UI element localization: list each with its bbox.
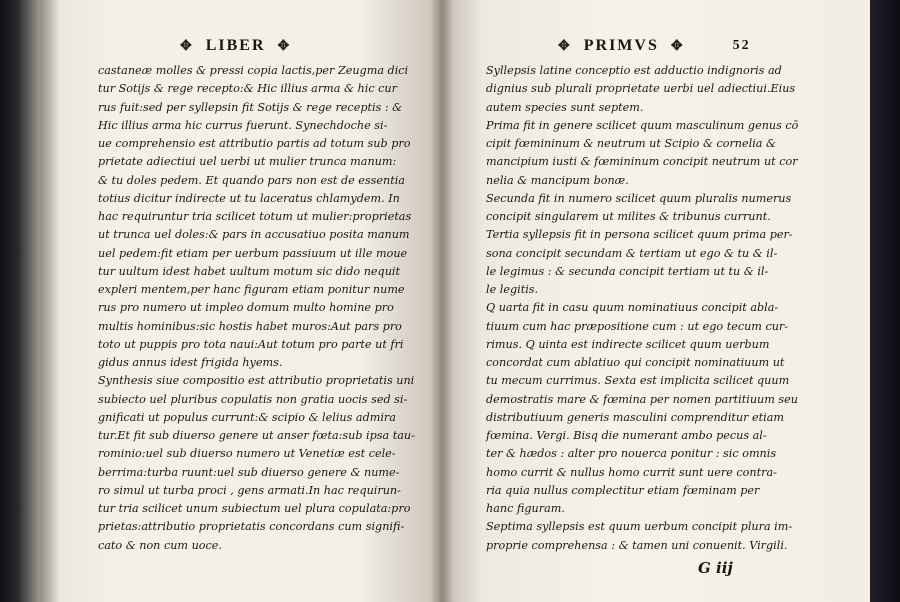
text-line: hac requiruntur tria scilicet totum ut mulier:proprietas	[98, 210, 412, 223]
text-line: Prima fit in genere scilicet quum masculinum genus cō	[486, 118, 799, 132]
text-line: fœmina. Vergi. Bisq die numerant ambo pecus al-	[486, 429, 767, 442]
text-line: tur.Et fit sub diuerso genere ut anser fœta:sub ipsa tau-	[98, 429, 415, 442]
text-line: homo currit & nullus homo currit sunt uere contra-	[486, 465, 777, 479]
text-line: toto ut puppis pro tota naui:Aut totum pro parte ut fri	[98, 337, 404, 351]
text-line: le legimus : & secunda concipit tertiam ut tu & il-	[486, 264, 769, 278]
running-head-right	[558, 36, 751, 56]
text-line: tur tria scilicet unum subiectum uel plura copulata:pro	[98, 502, 411, 515]
text-line: ut trunca uel doles:& pars in accusatiuo posita manum	[98, 228, 410, 242]
text-line: expleri mentem,per hanc figuram etiam ponitur nume	[98, 283, 405, 296]
text-line: cipit fœmininum & neutrum ut Scipio & cornelia &	[486, 137, 776, 150]
fleuron-icon: ✥	[558, 38, 572, 54]
text-line: gnificati ut populus currunt:& scipio & lelius admira	[98, 410, 396, 424]
text-line: Q uarta fit in casu quum nominatiuus concipit abla-	[486, 301, 779, 315]
text-line: rus pro numero ut impleo domum multo homine pro	[98, 301, 394, 315]
text-line: Tertia syllepsis fit in persona scilicet quum prima per-	[486, 228, 793, 242]
fleuron-icon: ✥	[670, 38, 685, 54]
text-line: concipit singularem ut milites & tribunus currunt.	[486, 210, 771, 223]
left-page-text	[98, 62, 415, 555]
text-line: sona concipit secundam & tertiam ut ego & tu & il-	[486, 246, 778, 260]
text-line: ro simul ut turba proci , gens armati.In hac requirun-	[98, 483, 401, 497]
signature-mark: G iij	[698, 559, 733, 577]
text-line: gidus annus idest frigida hyems.	[98, 356, 283, 369]
text-line: totius dicitur indirecte ut tu laceratus chlamydem. In	[98, 191, 400, 205]
text-line: concordat cum ablatiuo qui concipit nominatiuum ut	[486, 356, 785, 369]
text-line: Septima syllepsis est quum uerbum concipit plura im-	[486, 520, 793, 534]
text-line: rominio:uel sub diuerso numero ut Venetiæ est cele-	[98, 447, 396, 461]
text-line: tur uultum idest habet uultum motum sic dido nequit	[98, 264, 400, 278]
page-number: 52	[732, 38, 751, 53]
text-line: Secunda fit in numero scilicet quum pluralis numerus	[486, 191, 792, 205]
text-line: hanc figuram.	[486, 502, 565, 515]
text-line: Syllepsis latine conceptio est adductio indignoris ad	[486, 64, 782, 77]
text-line: prietate adiectiui uel uerbi ut mulier trunca manum:	[98, 155, 397, 169]
fleuron-icon: ✥	[277, 38, 292, 54]
text-line: ter & hædos : alter pro nouerca ponitur : sic omnis	[486, 447, 777, 461]
text-line: tiuum cum hac præpositione cum : ut ego tecum cur-	[486, 319, 789, 333]
text-line: autem species sunt septem.	[486, 100, 644, 114]
text-line: & tu doles pedem. Et quando pars non est de essentia	[98, 173, 405, 187]
text-line: multis hominibus:sic hostis habet muros:Aut pars pro	[98, 319, 402, 333]
text-line: prietas:attributio proprietatis concordans cum signifi-	[98, 520, 405, 534]
page-edge-shadow	[40, 0, 60, 602]
text-line: ria quia nullus complectitur etiam fœminam per	[486, 483, 760, 497]
right-page	[440, 0, 870, 602]
text-line: distributiuum generis masculini comprenditur etiam	[486, 410, 784, 424]
running-head-left	[180, 36, 291, 56]
text-line: mancipium iusti & fœmininum concipit neutrum ut cor	[486, 155, 798, 169]
text-line: tu mecum currimus. Sexta est implicita scilicet quum	[486, 374, 790, 388]
text-line: castaneæ molles & pressi copia lactis,per Zeugma dici	[98, 64, 409, 77]
book-gutter	[430, 0, 454, 602]
text-line: rus fuit:sed per syllepsin fit Sotijs & rege receptis : &	[98, 100, 403, 114]
running-head-title: PRIMVS	[583, 37, 659, 54]
fleuron-icon: ✥	[180, 38, 194, 54]
left-page	[40, 0, 440, 602]
text-line: demostratis mare & fœmina per nomen partitiuum seu	[486, 392, 798, 406]
text-line: subiecto uel pluribus copulatis non gratia uocis sed si-	[98, 392, 408, 406]
text-line: uel pedem:fit etiam per uerbum passiuum ut ille moue	[98, 246, 408, 260]
text-line: nelia & mancipum bonæ.	[486, 173, 629, 187]
text-line: Hic illius arma hic currus fuerunt. Synechdoche si-	[98, 118, 388, 132]
text-line: dignius sub plurali proprietate uerbi uel adiectiui.Eius	[486, 82, 796, 96]
text-line: tur Sotijs & rege recepto:& Hic illius arma & hic cur	[98, 82, 397, 96]
text-line: ue comprehensio est attributio partis ad totum sub pro	[98, 137, 411, 150]
text-line: berrima:turba ruunt:uel sub diuerso genere & nume-	[98, 465, 400, 479]
text-line: cato & non cum uoce.	[98, 538, 222, 552]
text-line: le legitis.	[486, 283, 539, 296]
running-head-title: LIBER	[205, 37, 266, 54]
text-line: proprie comprehensa : & tamen uni conuenit. Virgili.	[486, 538, 788, 552]
text-line: Synthesis siue compositio est attributio proprietatis uni	[98, 374, 415, 388]
text-line: rimus. Q uinta est indirecte scilicet quum uerbum	[486, 337, 770, 351]
right-page-text	[486, 62, 798, 555]
